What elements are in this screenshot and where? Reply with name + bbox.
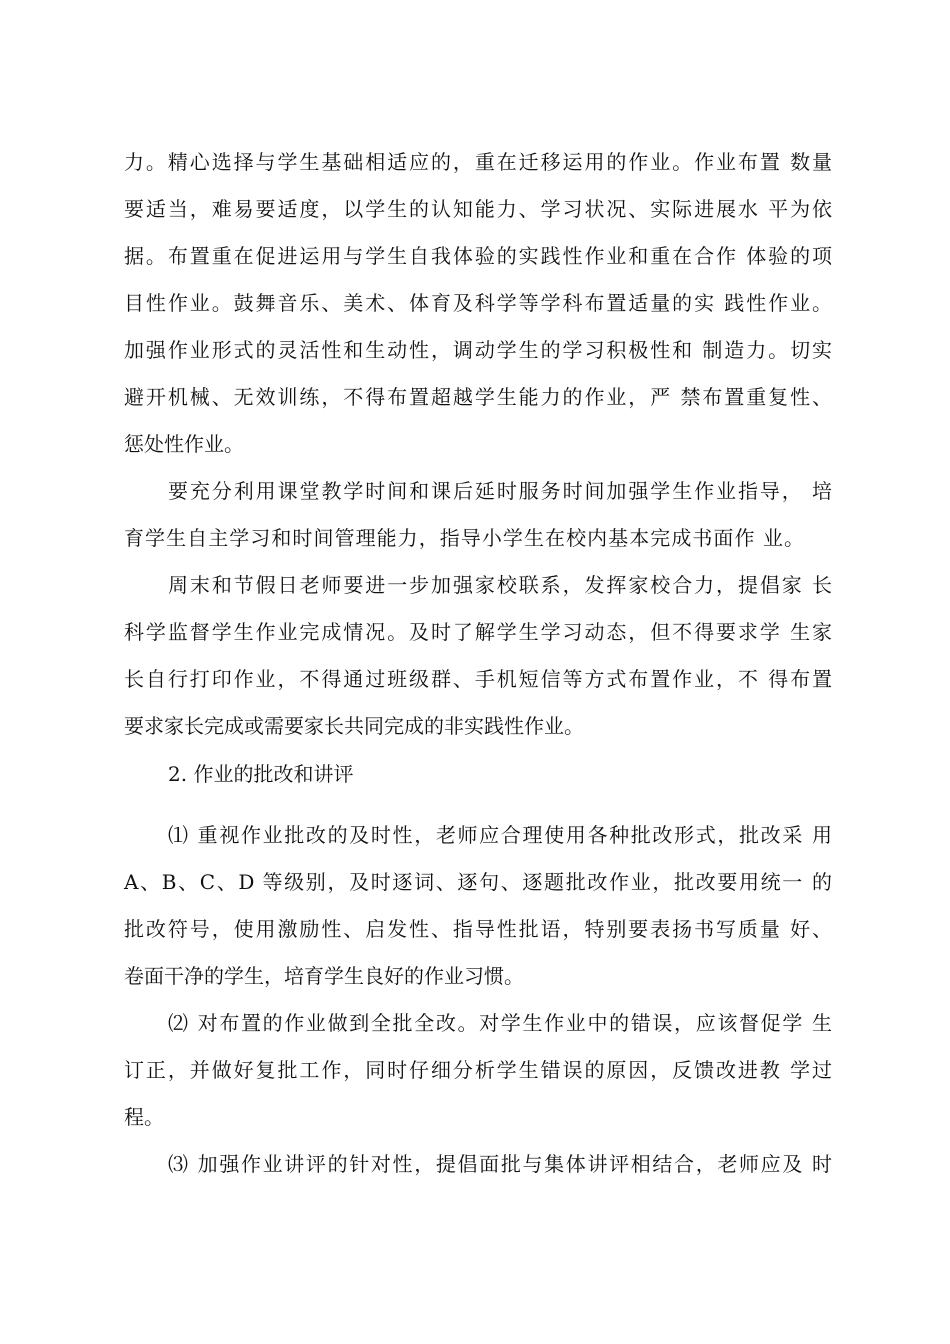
text-line: 长自行打印作业，不得通过班级群、手机短信等方式布置作业，不 得布置 — [124, 667, 832, 691]
text-line: 要求家长完成或需要家长共同完成的非实践性作业。 — [124, 714, 584, 738]
text-line: 惩处性作业。 — [124, 432, 244, 456]
text-line: 加强作业形式的灵活性和生动性，调动学生的学习积极性和 制造力。切实 — [124, 338, 832, 362]
text-line: 育学生自主学习和时间管理能力，指导小学生在校内基本完成书面作 业。 — [124, 526, 804, 550]
text-line: 力。精心选择与学生基础相适应的，重在迁移运用的作业。作业布置 数量 — [124, 150, 832, 174]
text-line: 程。 — [124, 1105, 164, 1129]
text-line: 卷面干净的学生，培育学生良好的作业习惯。 — [124, 964, 524, 988]
text-line: ⑵ 对布置的作业做到全批全改。对学生作业中的错误，应该督促学 生 — [168, 1011, 832, 1035]
text-line: 目性作业。鼓舞音乐、美术、体育及科学等学科布置适量的实 践性作业。 — [124, 291, 832, 315]
section-heading: 2. 作业的批改和讲评 — [168, 762, 354, 786]
text-line: 要适当，难易要适度，以学生的认知能力、学习状况、实际进展水 平为依 — [124, 197, 832, 221]
text-line: 订正，并做好复批工作，同时仔细分析学生错误的原因，反馈改进教 学过 — [124, 1058, 832, 1082]
text-line: ⑴ 重视作业批改的及时性，老师应合理使用各种批改形式，批改采 用 — [168, 823, 832, 847]
text-line: 要充分利用课堂教学时间和课后延时服务时间加强学生作业指导， 培 — [168, 479, 832, 503]
text-line: 周末和节假日老师要进一步加强家校联系，发挥家校合力，提倡家 长 — [168, 573, 832, 597]
text-line: ⑶ 加强作业讲评的针对性，提倡面批与集体讲评相结合，老师应及 时 — [168, 1152, 832, 1176]
text-line: A、B、C、D 等级别，及时逐词、逐句、逐题批改作业，批改要用统一 的 — [124, 870, 832, 894]
text-line: 科学监督学生作业完成情况。及时了解学生学习动态，但不得要求学 生家 — [124, 620, 832, 644]
text-line: 批改符号，使用激励性、启发性、指导性批语，特别要表扬书写质量 好、 — [124, 917, 832, 941]
text-line: 据。布置重在促进运用与学生自我体验的实践性作业和重在合作 体验的项 — [124, 244, 832, 268]
text-line: 避开机械、无效训练，不得布置超越学生能力的作业，严 禁布置重复性、 — [124, 385, 832, 409]
